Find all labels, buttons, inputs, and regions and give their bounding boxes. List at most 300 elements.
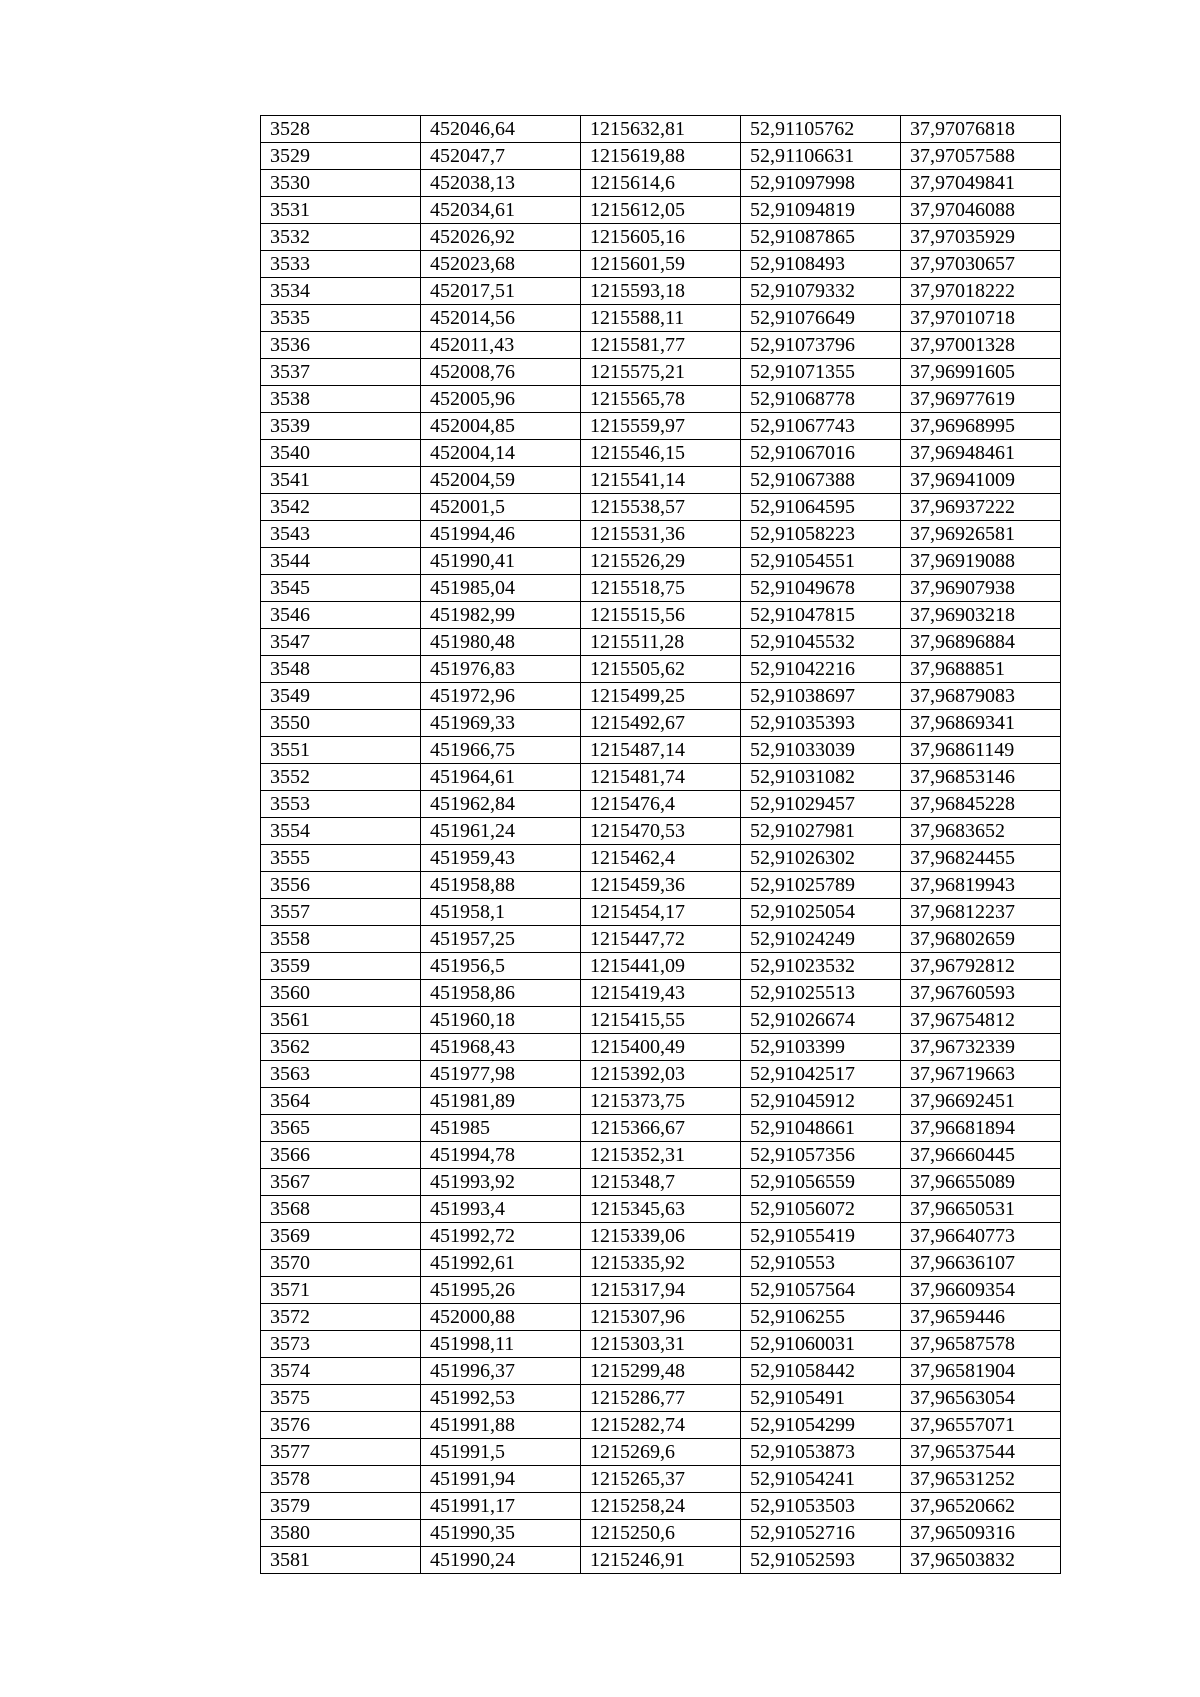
- table-row: [261, 1520, 1061, 1547]
- x-coordinate-cell: 451961,24: [421, 818, 581, 845]
- point-number-cell: 3569: [261, 1223, 421, 1250]
- longitude-cell: 37,96636107: [901, 1250, 1061, 1277]
- point-number-cell: 3575: [261, 1385, 421, 1412]
- table-row: [261, 1385, 1061, 1412]
- point-number-cell: 3545: [261, 575, 421, 602]
- table-row: [261, 818, 1061, 845]
- latitude-cell: 52,91045532: [741, 629, 901, 656]
- table-row: [261, 386, 1061, 413]
- point-number-cell: 3532: [261, 224, 421, 251]
- longitude-cell: 37,96660445: [901, 1142, 1061, 1169]
- y-coordinate-cell: 1215307,96: [581, 1304, 741, 1331]
- x-coordinate-cell: 451990,41: [421, 548, 581, 575]
- latitude-cell: 52,91057356: [741, 1142, 901, 1169]
- x-coordinate-cell: 451960,18: [421, 1007, 581, 1034]
- point-number-cell: 3552: [261, 764, 421, 791]
- longitude-cell: 37,96948461: [901, 440, 1061, 467]
- x-coordinate-cell: 451980,48: [421, 629, 581, 656]
- table-row: [261, 1493, 1061, 1520]
- latitude-cell: 52,91053873: [741, 1439, 901, 1466]
- table-row: [261, 548, 1061, 575]
- longitude-cell: 37,96819943: [901, 872, 1061, 899]
- longitude-cell: 37,96557071: [901, 1412, 1061, 1439]
- longitude-cell: 37,9683652: [901, 818, 1061, 845]
- longitude-cell: 37,96732339: [901, 1034, 1061, 1061]
- x-coordinate-cell: 451991,88: [421, 1412, 581, 1439]
- longitude-cell: 37,96692451: [901, 1088, 1061, 1115]
- x-coordinate-cell: 451992,72: [421, 1223, 581, 1250]
- table-row: [261, 494, 1061, 521]
- latitude-cell: 52,91047815: [741, 602, 901, 629]
- latitude-cell: 52,91029457: [741, 791, 901, 818]
- latitude-cell: 52,9103399: [741, 1034, 901, 1061]
- longitude-cell: 37,96509316: [901, 1520, 1061, 1547]
- table-row: [261, 1142, 1061, 1169]
- x-coordinate-cell: 452004,14: [421, 440, 581, 467]
- y-coordinate-cell: 1215299,48: [581, 1358, 741, 1385]
- y-coordinate-cell: 1215546,15: [581, 440, 741, 467]
- point-number-cell: 3558: [261, 926, 421, 953]
- longitude-cell: 37,9659446: [901, 1304, 1061, 1331]
- point-number-cell: 3579: [261, 1493, 421, 1520]
- point-number-cell: 3577: [261, 1439, 421, 1466]
- point-number-cell: 3556: [261, 872, 421, 899]
- longitude-cell: 37,96655089: [901, 1169, 1061, 1196]
- y-coordinate-cell: 1215565,78: [581, 386, 741, 413]
- point-number-cell: 3542: [261, 494, 421, 521]
- latitude-cell: 52,91038697: [741, 683, 901, 710]
- y-coordinate-cell: 1215601,59: [581, 251, 741, 278]
- y-coordinate-cell: 1215518,75: [581, 575, 741, 602]
- longitude-cell: 37,96681894: [901, 1115, 1061, 1142]
- latitude-cell: 52,91060031: [741, 1331, 901, 1358]
- x-coordinate-cell: 451990,24: [421, 1547, 581, 1574]
- point-number-cell: 3530: [261, 170, 421, 197]
- latitude-cell: 52,91058442: [741, 1358, 901, 1385]
- point-number-cell: 3571: [261, 1277, 421, 1304]
- y-coordinate-cell: 1215526,29: [581, 548, 741, 575]
- longitude-cell: 37,97076818: [901, 116, 1061, 143]
- table-row: [261, 926, 1061, 953]
- point-number-cell: 3547: [261, 629, 421, 656]
- point-number-cell: 3538: [261, 386, 421, 413]
- longitude-cell: 37,96640773: [901, 1223, 1061, 1250]
- point-number-cell: 3570: [261, 1250, 421, 1277]
- longitude-cell: 37,96941009: [901, 467, 1061, 494]
- table-row: [261, 332, 1061, 359]
- table-row: [261, 656, 1061, 683]
- point-number-cell: 3576: [261, 1412, 421, 1439]
- x-coordinate-cell: 452038,13: [421, 170, 581, 197]
- latitude-cell: 52,9106255: [741, 1304, 901, 1331]
- latitude-cell: 52,91106631: [741, 143, 901, 170]
- table-row: [261, 629, 1061, 656]
- table-row: [261, 1169, 1061, 1196]
- point-number-cell: 3567: [261, 1169, 421, 1196]
- table-row: [261, 1304, 1061, 1331]
- longitude-cell: 37,96609354: [901, 1277, 1061, 1304]
- point-number-cell: 3568: [261, 1196, 421, 1223]
- longitude-cell: 37,96650531: [901, 1196, 1061, 1223]
- latitude-cell: 52,91056559: [741, 1169, 901, 1196]
- latitude-cell: 52,91067016: [741, 440, 901, 467]
- longitude-cell: 37,96968995: [901, 413, 1061, 440]
- y-coordinate-cell: 1215459,36: [581, 872, 741, 899]
- y-coordinate-cell: 1215415,55: [581, 1007, 741, 1034]
- latitude-cell: 52,91068778: [741, 386, 901, 413]
- x-coordinate-cell: 451994,78: [421, 1142, 581, 1169]
- x-coordinate-cell: 451990,35: [421, 1520, 581, 1547]
- table-row: [261, 1034, 1061, 1061]
- table-row: [261, 791, 1061, 818]
- y-coordinate-cell: 1215246,91: [581, 1547, 741, 1574]
- table-row: [261, 224, 1061, 251]
- x-coordinate-cell: 451993,92: [421, 1169, 581, 1196]
- point-number-cell: 3539: [261, 413, 421, 440]
- table-row: [261, 764, 1061, 791]
- point-number-cell: 3546: [261, 602, 421, 629]
- y-coordinate-cell: 1215317,94: [581, 1277, 741, 1304]
- longitude-cell: 37,96907938: [901, 575, 1061, 602]
- x-coordinate-cell: 452046,64: [421, 116, 581, 143]
- table-row: [261, 980, 1061, 1007]
- latitude-cell: 52,91045912: [741, 1088, 901, 1115]
- x-coordinate-cell: 451991,17: [421, 1493, 581, 1520]
- longitude-cell: 37,96919088: [901, 548, 1061, 575]
- x-coordinate-cell: 451962,84: [421, 791, 581, 818]
- point-number-cell: 3529: [261, 143, 421, 170]
- longitude-cell: 37,9688851: [901, 656, 1061, 683]
- x-coordinate-cell: 451959,43: [421, 845, 581, 872]
- table-row: [261, 143, 1061, 170]
- y-coordinate-cell: 1215605,16: [581, 224, 741, 251]
- table-row: [261, 359, 1061, 386]
- point-number-cell: 3563: [261, 1061, 421, 1088]
- longitude-cell: 37,97018222: [901, 278, 1061, 305]
- point-number-cell: 3540: [261, 440, 421, 467]
- x-coordinate-cell: 451981,89: [421, 1088, 581, 1115]
- table-row: [261, 683, 1061, 710]
- x-coordinate-cell: 451956,5: [421, 953, 581, 980]
- x-coordinate-cell: 452017,51: [421, 278, 581, 305]
- point-number-cell: 3562: [261, 1034, 421, 1061]
- longitude-cell: 37,96853146: [901, 764, 1061, 791]
- latitude-cell: 52,91027981: [741, 818, 901, 845]
- x-coordinate-cell: 451966,75: [421, 737, 581, 764]
- longitude-cell: 37,96581904: [901, 1358, 1061, 1385]
- latitude-cell: 52,91073796: [741, 332, 901, 359]
- y-coordinate-cell: 1215339,06: [581, 1223, 741, 1250]
- point-number-cell: 3564: [261, 1088, 421, 1115]
- table-row: [261, 737, 1061, 764]
- table-row: [261, 278, 1061, 305]
- y-coordinate-cell: 1215575,21: [581, 359, 741, 386]
- table-row: [261, 1277, 1061, 1304]
- latitude-cell: 52,91048661: [741, 1115, 901, 1142]
- x-coordinate-cell: 451958,88: [421, 872, 581, 899]
- x-coordinate-cell: 452034,61: [421, 197, 581, 224]
- latitude-cell: 52,91057564: [741, 1277, 901, 1304]
- longitude-cell: 37,96802659: [901, 926, 1061, 953]
- latitude-cell: 52,910553: [741, 1250, 901, 1277]
- table-row: [261, 305, 1061, 332]
- x-coordinate-cell: 451969,33: [421, 710, 581, 737]
- x-coordinate-cell: 452008,76: [421, 359, 581, 386]
- x-coordinate-cell: 451958,1: [421, 899, 581, 926]
- longitude-cell: 37,96991605: [901, 359, 1061, 386]
- table-row: [261, 413, 1061, 440]
- y-coordinate-cell: 1215286,77: [581, 1385, 741, 1412]
- x-coordinate-cell: 451985,04: [421, 575, 581, 602]
- longitude-cell: 37,97046088: [901, 197, 1061, 224]
- point-number-cell: 3555: [261, 845, 421, 872]
- y-coordinate-cell: 1215373,75: [581, 1088, 741, 1115]
- x-coordinate-cell: 452011,43: [421, 332, 581, 359]
- y-coordinate-cell: 1215481,74: [581, 764, 741, 791]
- point-number-cell: 3548: [261, 656, 421, 683]
- table-row: [261, 521, 1061, 548]
- y-coordinate-cell: 1215366,67: [581, 1115, 741, 1142]
- x-coordinate-cell: 451957,25: [421, 926, 581, 953]
- y-coordinate-cell: 1215487,14: [581, 737, 741, 764]
- longitude-cell: 37,96719663: [901, 1061, 1061, 1088]
- table-body: [261, 116, 1061, 1574]
- latitude-cell: 52,91058223: [741, 521, 901, 548]
- point-number-cell: 3572: [261, 1304, 421, 1331]
- longitude-cell: 37,96531252: [901, 1466, 1061, 1493]
- latitude-cell: 52,91035393: [741, 710, 901, 737]
- point-number-cell: 3565: [261, 1115, 421, 1142]
- longitude-cell: 37,96861149: [901, 737, 1061, 764]
- x-coordinate-cell: 451993,4: [421, 1196, 581, 1223]
- x-coordinate-cell: 451985: [421, 1115, 581, 1142]
- latitude-cell: 52,91064595: [741, 494, 901, 521]
- table-row: [261, 1358, 1061, 1385]
- y-coordinate-cell: 1215581,77: [581, 332, 741, 359]
- x-coordinate-cell: 451992,61: [421, 1250, 581, 1277]
- table-row: [261, 467, 1061, 494]
- y-coordinate-cell: 1215632,81: [581, 116, 741, 143]
- latitude-cell: 52,91054551: [741, 548, 901, 575]
- latitude-cell: 52,91087865: [741, 224, 901, 251]
- longitude-cell: 37,96563054: [901, 1385, 1061, 1412]
- point-number-cell: 3581: [261, 1547, 421, 1574]
- table-row: [261, 1061, 1061, 1088]
- y-coordinate-cell: 1215303,31: [581, 1331, 741, 1358]
- point-number-cell: 3531: [261, 197, 421, 224]
- table-row: [261, 251, 1061, 278]
- x-coordinate-cell: 451968,43: [421, 1034, 581, 1061]
- y-coordinate-cell: 1215515,56: [581, 602, 741, 629]
- x-coordinate-cell: 452005,96: [421, 386, 581, 413]
- table-row: [261, 899, 1061, 926]
- point-number-cell: 3541: [261, 467, 421, 494]
- longitude-cell: 37,97010718: [901, 305, 1061, 332]
- longitude-cell: 37,96977619: [901, 386, 1061, 413]
- longitude-cell: 37,96520662: [901, 1493, 1061, 1520]
- latitude-cell: 52,91105762: [741, 116, 901, 143]
- y-coordinate-cell: 1215250,6: [581, 1520, 741, 1547]
- longitude-cell: 37,96537544: [901, 1439, 1061, 1466]
- table-row: [261, 1412, 1061, 1439]
- y-coordinate-cell: 1215505,62: [581, 656, 741, 683]
- longitude-cell: 37,96503832: [901, 1547, 1061, 1574]
- latitude-cell: 52,91054241: [741, 1466, 901, 1493]
- y-coordinate-cell: 1215282,74: [581, 1412, 741, 1439]
- latitude-cell: 52,91052593: [741, 1547, 901, 1574]
- x-coordinate-cell: 452001,5: [421, 494, 581, 521]
- latitude-cell: 52,91067388: [741, 467, 901, 494]
- latitude-cell: 52,91056072: [741, 1196, 901, 1223]
- point-number-cell: 3557: [261, 899, 421, 926]
- table-row: [261, 1196, 1061, 1223]
- y-coordinate-cell: 1215265,37: [581, 1466, 741, 1493]
- x-coordinate-cell: 452014,56: [421, 305, 581, 332]
- x-coordinate-cell: 451994,46: [421, 521, 581, 548]
- y-coordinate-cell: 1215619,88: [581, 143, 741, 170]
- y-coordinate-cell: 1215614,6: [581, 170, 741, 197]
- y-coordinate-cell: 1215400,49: [581, 1034, 741, 1061]
- longitude-cell: 37,96845228: [901, 791, 1061, 818]
- x-coordinate-cell: 451958,86: [421, 980, 581, 1007]
- latitude-cell: 52,9105491: [741, 1385, 901, 1412]
- y-coordinate-cell: 1215492,67: [581, 710, 741, 737]
- point-number-cell: 3553: [261, 791, 421, 818]
- x-coordinate-cell: 451991,94: [421, 1466, 581, 1493]
- point-number-cell: 3559: [261, 953, 421, 980]
- y-coordinate-cell: 1215454,17: [581, 899, 741, 926]
- y-coordinate-cell: 1215588,11: [581, 305, 741, 332]
- latitude-cell: 52,91052716: [741, 1520, 901, 1547]
- y-coordinate-cell: 1215470,53: [581, 818, 741, 845]
- latitude-cell: 52,91054299: [741, 1412, 901, 1439]
- point-number-cell: 3574: [261, 1358, 421, 1385]
- longitude-cell: 37,96760593: [901, 980, 1061, 1007]
- point-number-cell: 3535: [261, 305, 421, 332]
- latitude-cell: 52,91026302: [741, 845, 901, 872]
- longitude-cell: 37,97049841: [901, 170, 1061, 197]
- x-coordinate-cell: 451992,53: [421, 1385, 581, 1412]
- y-coordinate-cell: 1215345,63: [581, 1196, 741, 1223]
- table-row: [261, 845, 1061, 872]
- x-coordinate-cell: 451996,37: [421, 1358, 581, 1385]
- x-coordinate-cell: 451972,96: [421, 683, 581, 710]
- longitude-cell: 37,96869341: [901, 710, 1061, 737]
- y-coordinate-cell: 1215499,25: [581, 683, 741, 710]
- longitude-cell: 37,96937222: [901, 494, 1061, 521]
- latitude-cell: 52,91042216: [741, 656, 901, 683]
- y-coordinate-cell: 1215559,97: [581, 413, 741, 440]
- table-row: [261, 1547, 1061, 1574]
- table-row: [261, 1223, 1061, 1250]
- x-coordinate-cell: 452004,85: [421, 413, 581, 440]
- latitude-cell: 52,91025513: [741, 980, 901, 1007]
- table-row: [261, 872, 1061, 899]
- longitude-cell: 37,97057588: [901, 143, 1061, 170]
- table-row: [261, 116, 1061, 143]
- latitude-cell: 52,91067743: [741, 413, 901, 440]
- longitude-cell: 37,96754812: [901, 1007, 1061, 1034]
- point-number-cell: 3580: [261, 1520, 421, 1547]
- table-row: [261, 1250, 1061, 1277]
- y-coordinate-cell: 1215335,92: [581, 1250, 741, 1277]
- table-row: [261, 1115, 1061, 1142]
- point-number-cell: 3578: [261, 1466, 421, 1493]
- latitude-cell: 52,91024249: [741, 926, 901, 953]
- table-row: [261, 1331, 1061, 1358]
- y-coordinate-cell: 1215531,36: [581, 521, 741, 548]
- x-coordinate-cell: 451977,98: [421, 1061, 581, 1088]
- table-row: [261, 1439, 1061, 1466]
- table-row: [261, 170, 1061, 197]
- y-coordinate-cell: 1215419,43: [581, 980, 741, 1007]
- table-row: [261, 710, 1061, 737]
- y-coordinate-cell: 1215392,03: [581, 1061, 741, 1088]
- latitude-cell: 52,91033039: [741, 737, 901, 764]
- latitude-cell: 52,91025789: [741, 872, 901, 899]
- coordinates-table: [260, 115, 1061, 1574]
- latitude-cell: 52,91025054: [741, 899, 901, 926]
- point-number-cell: 3549: [261, 683, 421, 710]
- point-number-cell: 3560: [261, 980, 421, 1007]
- table-row: [261, 953, 1061, 980]
- table-row: [261, 1088, 1061, 1115]
- table-row: [261, 1007, 1061, 1034]
- longitude-cell: 37,96812237: [901, 899, 1061, 926]
- longitude-cell: 37,96792812: [901, 953, 1061, 980]
- latitude-cell: 52,91055419: [741, 1223, 901, 1250]
- latitude-cell: 52,91042517: [741, 1061, 901, 1088]
- y-coordinate-cell: 1215441,09: [581, 953, 741, 980]
- point-number-cell: 3528: [261, 116, 421, 143]
- x-coordinate-cell: 451976,83: [421, 656, 581, 683]
- x-coordinate-cell: 451982,99: [421, 602, 581, 629]
- x-coordinate-cell: 452026,92: [421, 224, 581, 251]
- y-coordinate-cell: 1215593,18: [581, 278, 741, 305]
- y-coordinate-cell: 1215511,28: [581, 629, 741, 656]
- longitude-cell: 37,97030657: [901, 251, 1061, 278]
- point-number-cell: 3573: [261, 1331, 421, 1358]
- latitude-cell: 52,91049678: [741, 575, 901, 602]
- y-coordinate-cell: 1215447,72: [581, 926, 741, 953]
- point-number-cell: 3537: [261, 359, 421, 386]
- longitude-cell: 37,96903218: [901, 602, 1061, 629]
- x-coordinate-cell: 451964,61: [421, 764, 581, 791]
- y-coordinate-cell: 1215538,57: [581, 494, 741, 521]
- table-row: [261, 440, 1061, 467]
- latitude-cell: 52,91023532: [741, 953, 901, 980]
- latitude-cell: 52,9108493: [741, 251, 901, 278]
- y-coordinate-cell: 1215269,6: [581, 1439, 741, 1466]
- x-coordinate-cell: 452023,68: [421, 251, 581, 278]
- table-row: [261, 602, 1061, 629]
- y-coordinate-cell: 1215541,14: [581, 467, 741, 494]
- y-coordinate-cell: 1215348,7: [581, 1169, 741, 1196]
- point-number-cell: 3533: [261, 251, 421, 278]
- point-number-cell: 3566: [261, 1142, 421, 1169]
- longitude-cell: 37,96926581: [901, 521, 1061, 548]
- x-coordinate-cell: 452047,7: [421, 143, 581, 170]
- longitude-cell: 37,97001328: [901, 332, 1061, 359]
- x-coordinate-cell: 451998,11: [421, 1331, 581, 1358]
- latitude-cell: 52,91079332: [741, 278, 901, 305]
- longitude-cell: 37,96879083: [901, 683, 1061, 710]
- table-row: [261, 197, 1061, 224]
- point-number-cell: 3551: [261, 737, 421, 764]
- x-coordinate-cell: 451991,5: [421, 1439, 581, 1466]
- y-coordinate-cell: 1215462,4: [581, 845, 741, 872]
- table-row: [261, 1466, 1061, 1493]
